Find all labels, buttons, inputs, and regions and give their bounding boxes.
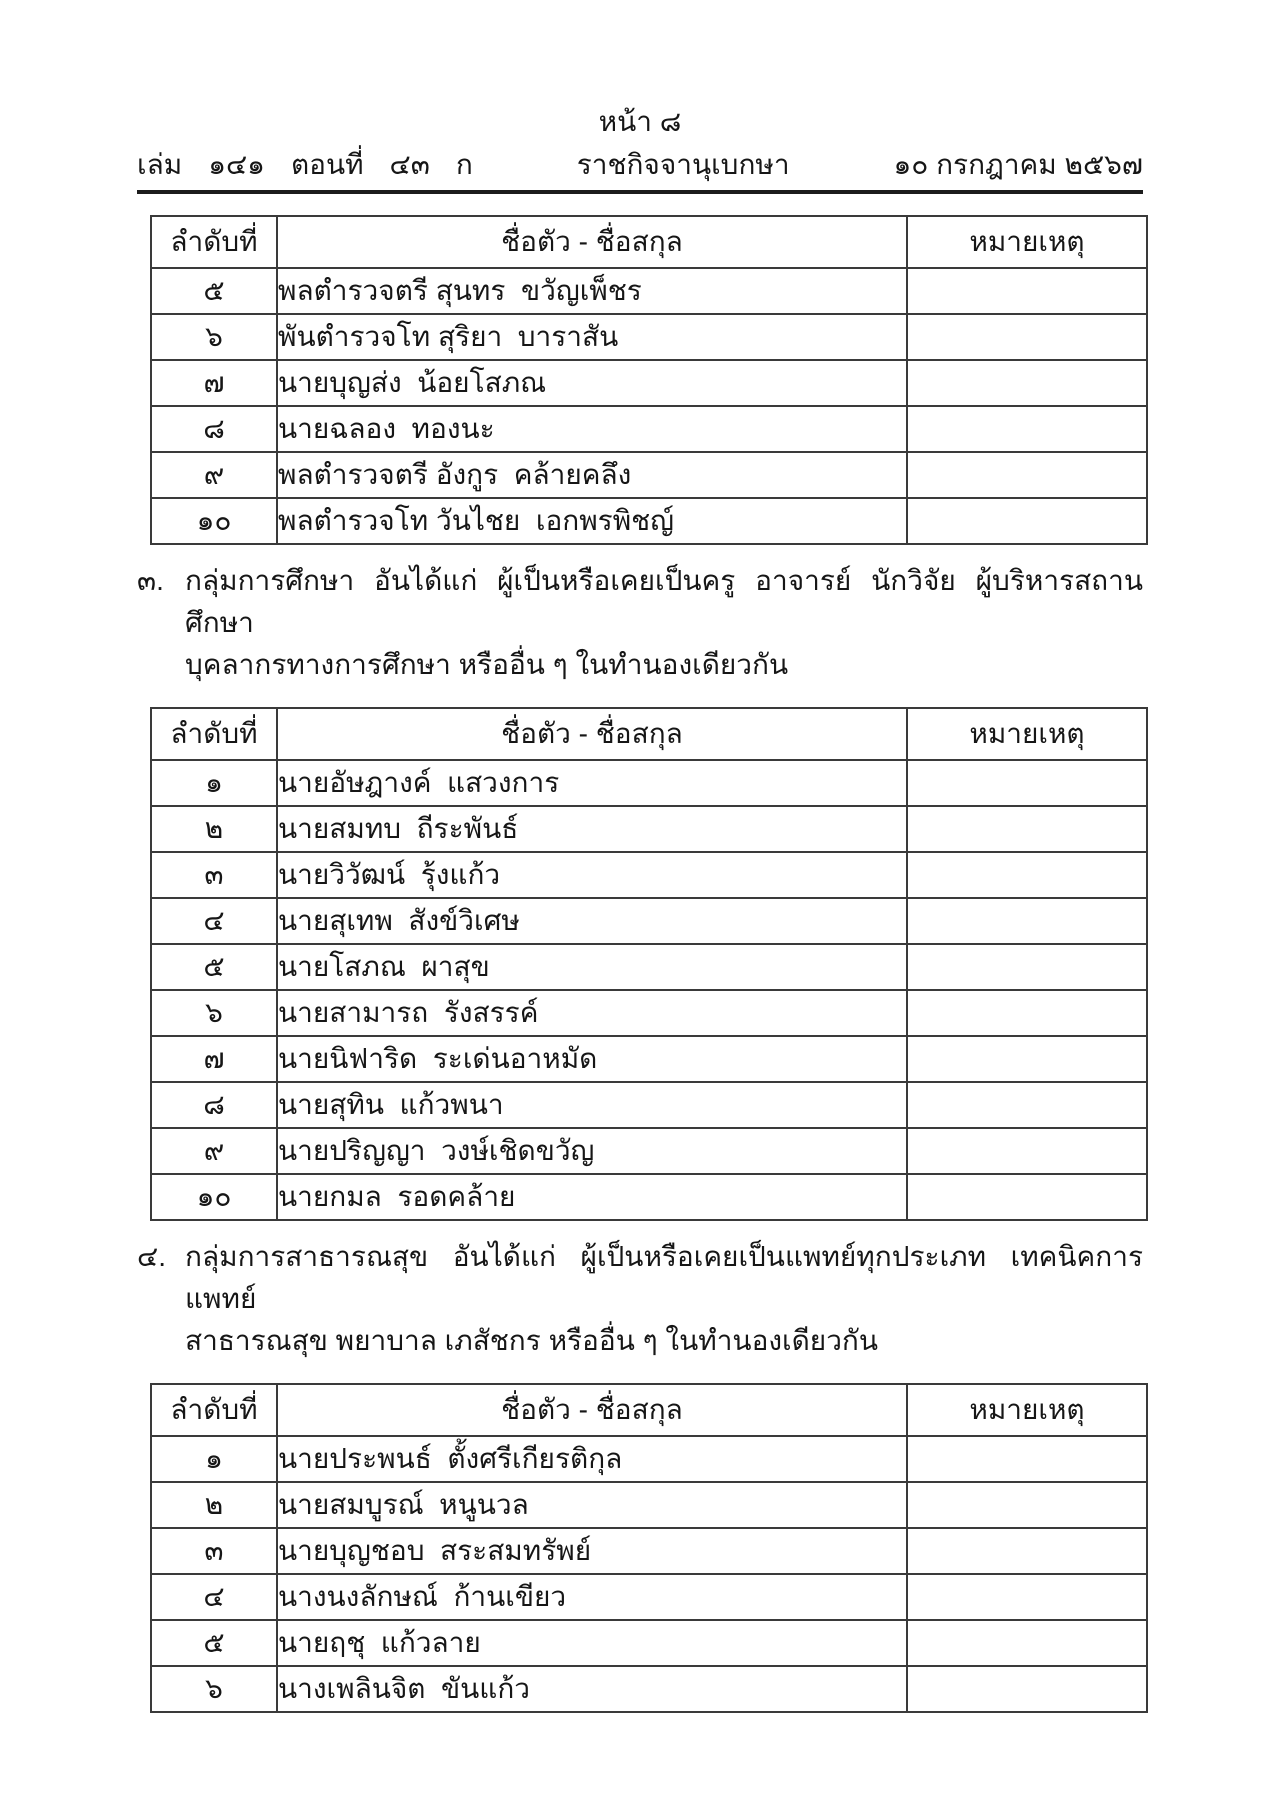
column-header-order: ลำดับที่: [151, 216, 277, 268]
section-number: ๔.: [137, 1241, 166, 1272]
remark-cell: [907, 268, 1147, 314]
table-row: [151, 852, 1147, 898]
remark-cell: [907, 360, 1147, 406]
volume-label: เล่ม: [137, 149, 183, 180]
section-text-line2: บุคลากรทางการศึกษา หรืออื่น ๆ ในทำนองเดียวกัน: [185, 649, 789, 680]
name-cell: นายประพนธ์ ตั้งศรีเกียรติกุล: [277, 1436, 907, 1482]
table-row: [151, 990, 1147, 1036]
remark-cell: [907, 1036, 1147, 1082]
masthead-issue-info: [137, 146, 473, 184]
order-cell: ๙: [151, 1128, 277, 1174]
table-row: [151, 760, 1147, 806]
remark-cell: [907, 990, 1147, 1036]
name-cell: นายบุญชอบ สระสมทรัพย์: [277, 1528, 907, 1574]
table-row: [151, 452, 1147, 498]
order-cell: ๗: [151, 360, 277, 406]
table-row: [151, 314, 1147, 360]
order-cell: ๒: [151, 806, 277, 852]
name-cell: นางเพลินจิต ขันแก้ว: [277, 1666, 907, 1712]
remark-cell: [907, 452, 1147, 498]
remark-cell: [907, 898, 1147, 944]
order-cell: ๓: [151, 1528, 277, 1574]
name-cell: นางนงลักษณ์ ก้านเขียว: [277, 1574, 907, 1620]
table-row: [151, 268, 1147, 314]
part-value: ๔๓: [389, 149, 430, 180]
name-cell: นายบุญส่ง น้อยโสภณ: [277, 360, 907, 406]
name-cell: นายสมบูรณ์ หนูนวล: [277, 1482, 907, 1528]
section-letter: ก: [455, 149, 473, 180]
table-header-row: [151, 1384, 1147, 1436]
remark-cell: [907, 1436, 1147, 1482]
remark-cell: [907, 1620, 1147, 1666]
name-cell: นายอัษฎางค์ แสวงการ: [277, 760, 907, 806]
order-cell: ๕: [151, 268, 277, 314]
order-cell: ๔: [151, 1574, 277, 1620]
publication-date: ๑๐ กรกฎาคม ๒๕๖๗: [893, 149, 1143, 180]
table-row: [151, 1436, 1147, 1482]
table-row: [151, 1620, 1147, 1666]
order-cell: ๔: [151, 898, 277, 944]
remark-cell: [907, 498, 1147, 544]
name-cell: นายกมล รอดคล้าย: [277, 1174, 907, 1220]
name-cell: นายนิฟาริด ระเด่นอาหมัด: [277, 1036, 907, 1082]
order-cell: ๑๐: [151, 498, 277, 544]
section-number: ๓.: [137, 565, 164, 596]
part-label: ตอนที่: [290, 149, 364, 180]
table-row: [151, 1082, 1147, 1128]
remark-cell: [907, 1666, 1147, 1712]
order-cell: ๗: [151, 1036, 277, 1082]
table-row: [151, 1128, 1147, 1174]
remark-cell: [907, 314, 1147, 360]
order-cell: ๕: [151, 944, 277, 990]
order-cell: ๘: [151, 1082, 277, 1128]
masthead-rule: [137, 190, 1143, 194]
table-row: [151, 498, 1147, 544]
table-row: [151, 806, 1147, 852]
table-education-group: [150, 707, 1148, 1221]
remark-cell: [907, 1082, 1147, 1128]
name-cell: พลตำรวจโท วันไชย เอกพรพิชญ์: [277, 498, 907, 544]
section-heading-health: [137, 1236, 1143, 1362]
table-health-group: [150, 1383, 1148, 1713]
table-row: [151, 1528, 1147, 1574]
name-cell: พลตำรวจตรี อังกูร คล้ายคลึง: [277, 452, 907, 498]
volume-value: ๑๔๑: [208, 149, 265, 180]
section-text-line1: กลุ่มการศึกษา อันได้แก่ ผู้เป็นหรือเคยเป็นครู อาจารย์ นักวิจัย ผู้บริหารสถานศึกษา: [185, 565, 1143, 638]
table-row: [151, 1174, 1147, 1220]
table-police-group-continued: [150, 215, 1148, 545]
column-header-remark: หมายเหตุ: [907, 708, 1147, 760]
table-row: [151, 1666, 1147, 1712]
order-cell: ๙: [151, 452, 277, 498]
order-cell: ๑: [151, 1436, 277, 1482]
name-cell: นายสามารถ รังสรรค์: [277, 990, 907, 1036]
page-number-label: หน้า ๘: [598, 106, 682, 137]
remark-cell: [907, 1528, 1147, 1574]
table-row: [151, 360, 1147, 406]
name-cell: พลตำรวจตรี สุนทร ขวัญเพ็ชร: [277, 268, 907, 314]
name-cell: นายปริญญา วงษ์เชิดขวัญ: [277, 1128, 907, 1174]
remark-cell: [907, 806, 1147, 852]
order-cell: ๒: [151, 1482, 277, 1528]
order-cell: ๑: [151, 760, 277, 806]
column-header-name: ชื่อตัว - ชื่อสกุล: [277, 216, 907, 268]
column-header-name: ชื่อตัว - ชื่อสกุล: [277, 708, 907, 760]
masthead: [137, 146, 1143, 184]
remark-cell: [907, 1174, 1147, 1220]
remark-cell: [907, 1574, 1147, 1620]
remark-cell: [907, 1128, 1147, 1174]
table-row: [151, 898, 1147, 944]
table-row: [151, 1574, 1147, 1620]
table-header-row: [151, 708, 1147, 760]
table-row: [151, 1036, 1147, 1082]
name-cell: นายฤชุ แก้วลาย: [277, 1620, 907, 1666]
gazette-title: ราชกิจจานุเบกษา: [576, 149, 790, 180]
section-text-line1: กลุ่มการสาธารณสุข อันได้แก่ ผู้เป็นหรือเคยเป็นแพทย์ทุกประเภท เทคนิคการแพทย์: [185, 1241, 1143, 1314]
section-heading-education: [137, 560, 1143, 686]
order-cell: ๘: [151, 406, 277, 452]
name-cell: นายวิวัฒน์ รุ้งแก้ว: [277, 852, 907, 898]
remark-cell: [907, 760, 1147, 806]
name-cell: นายสมทบ ถีระพันธ์: [277, 806, 907, 852]
name-cell: พันตำรวจโท สุริยา บาราสัน: [277, 314, 907, 360]
remark-cell: [907, 406, 1147, 452]
table-header-row: [151, 216, 1147, 268]
order-cell: ๖: [151, 314, 277, 360]
column-header-order: ลำดับที่: [151, 708, 277, 760]
name-cell: นายฉลอง ทองนะ: [277, 406, 907, 452]
column-header-remark: หมายเหตุ: [907, 216, 1147, 268]
order-cell: ๓: [151, 852, 277, 898]
name-cell: นายสุทิน แก้วพนา: [277, 1082, 907, 1128]
column-header-order: ลำดับที่: [151, 1384, 277, 1436]
table-row: [151, 1482, 1147, 1528]
remark-cell: [907, 852, 1147, 898]
table-row: [151, 406, 1147, 452]
table-row: [151, 944, 1147, 990]
name-cell: นายสุเทพ สังข์วิเศษ: [277, 898, 907, 944]
order-cell: ๖: [151, 990, 277, 1036]
remark-cell: [907, 1482, 1147, 1528]
order-cell: ๕: [151, 1620, 277, 1666]
column-header-name: ชื่อตัว - ชื่อสกุล: [277, 1384, 907, 1436]
column-header-remark: หมายเหตุ: [907, 1384, 1147, 1436]
order-cell: ๖: [151, 1666, 277, 1712]
order-cell: ๑๐: [151, 1174, 277, 1220]
remark-cell: [907, 944, 1147, 990]
name-cell: นายโสภณ ผาสุข: [277, 944, 907, 990]
section-text-line2: สาธารณสุข พยาบาล เภสัชกร หรืออื่น ๆ ในทำนองเดียวกัน: [185, 1325, 879, 1356]
